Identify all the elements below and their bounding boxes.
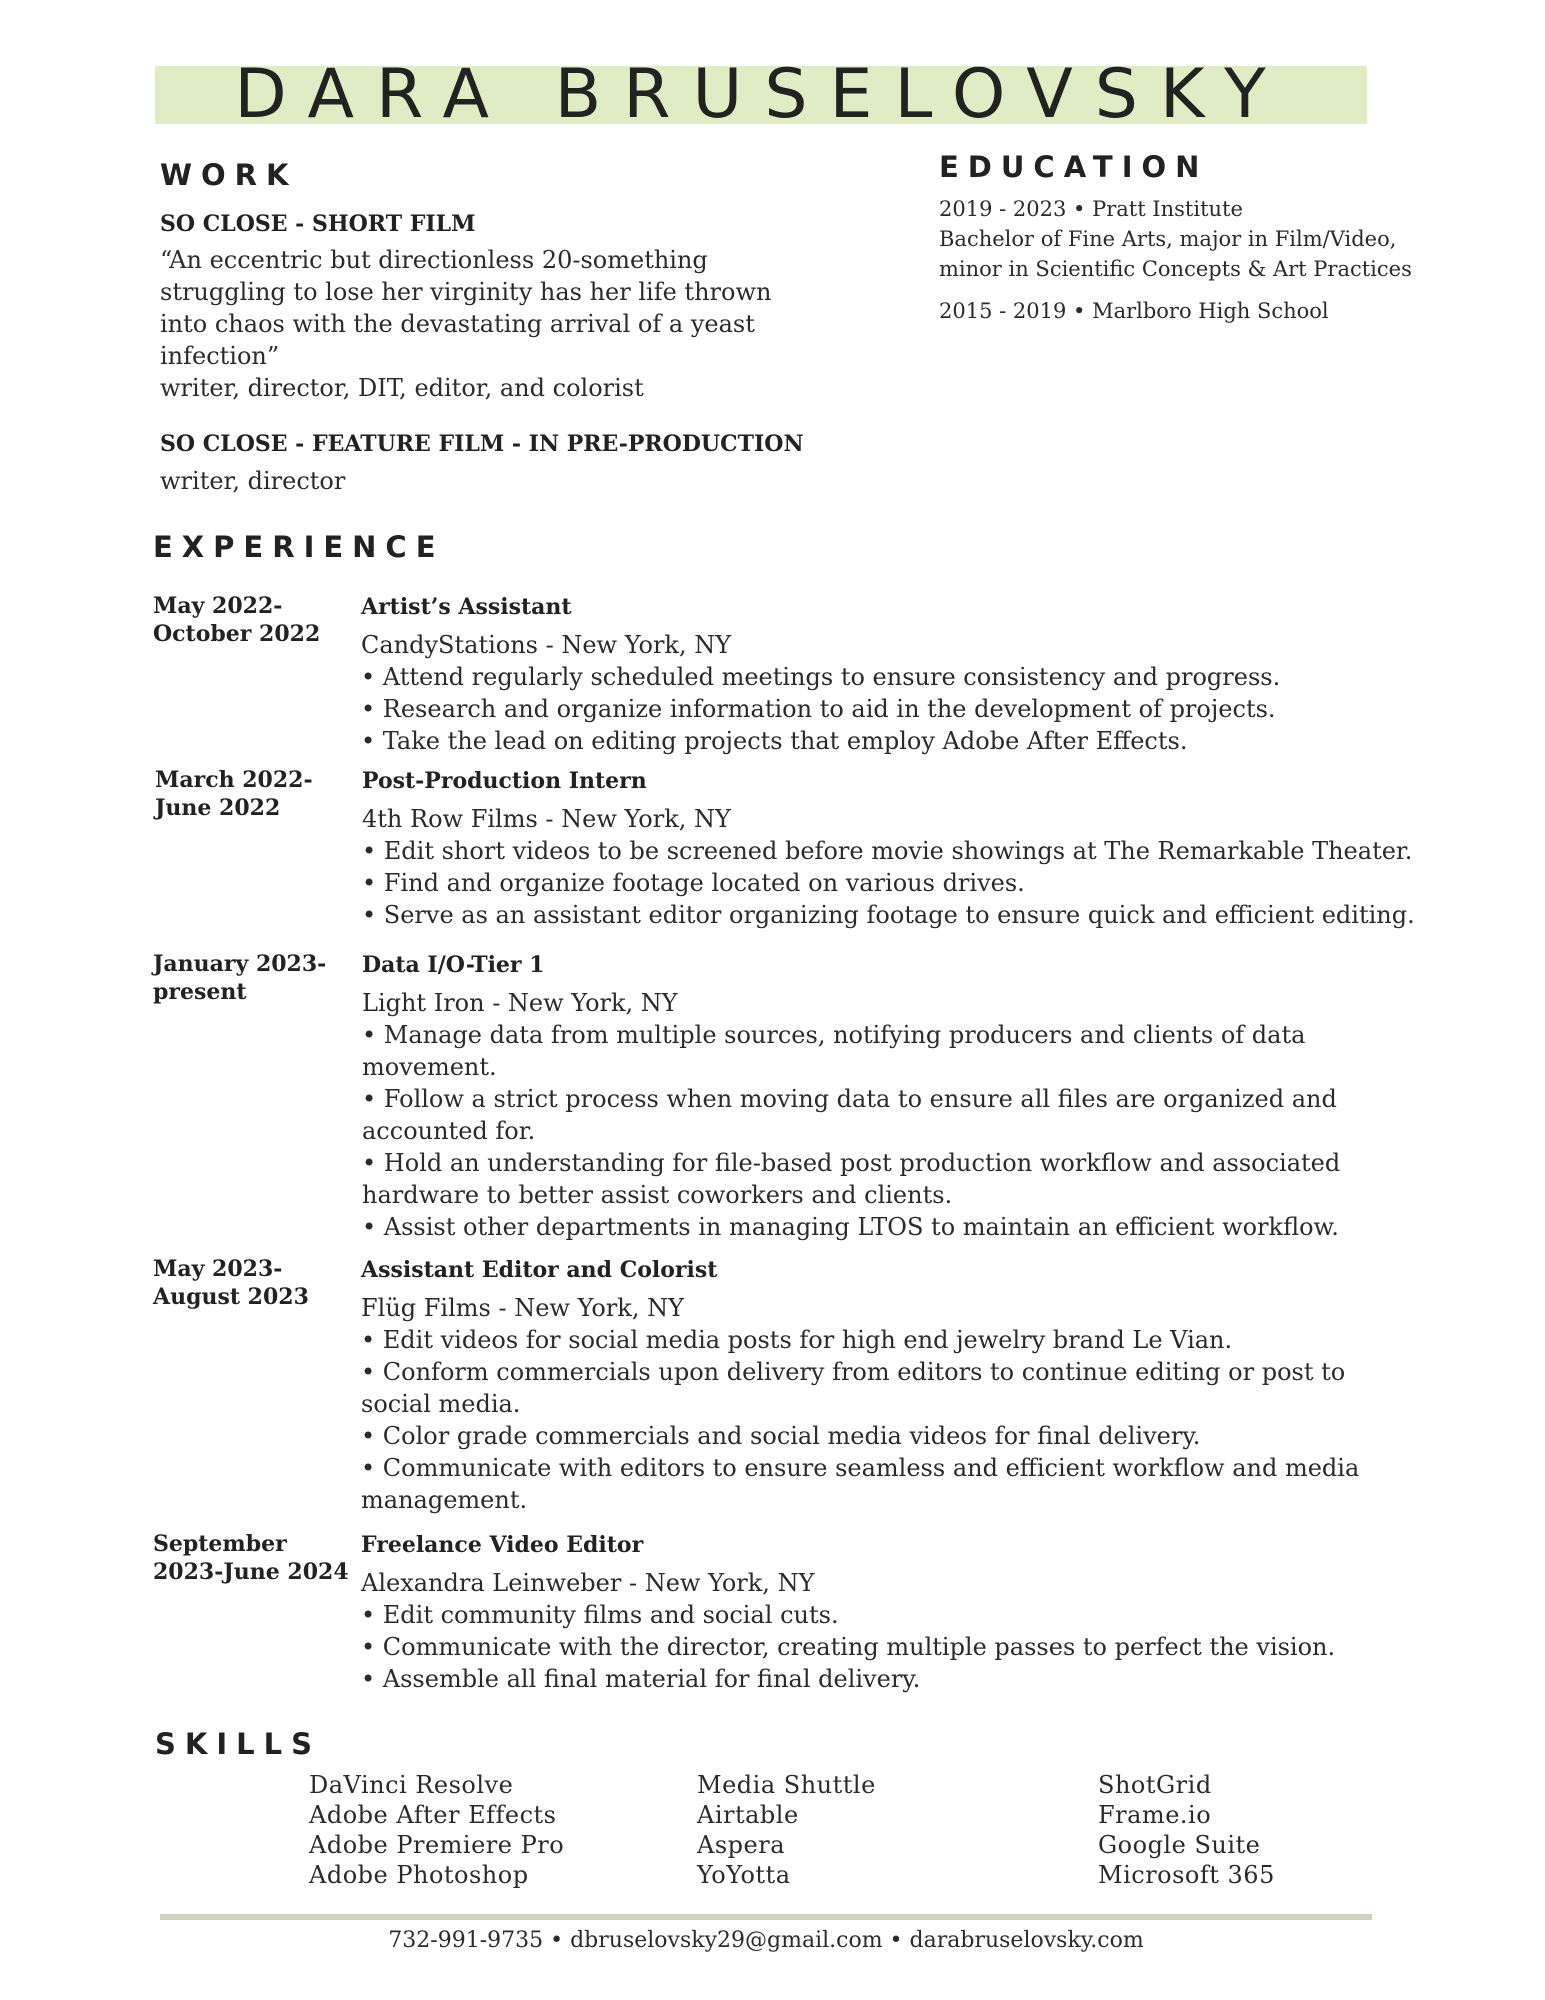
work-item-roles: writer, director — [160, 467, 346, 495]
job-title: Freelance Video Editor — [361, 1532, 644, 1558]
work-item-roles: writer, director, DIT, editor, and colorist — [160, 374, 644, 402]
education-high-school: 2015 - 2019 • Marlboro High School — [939, 299, 1329, 323]
skill-item: DaVinci Resolve — [309, 1771, 514, 1799]
skill-item: Frame.io — [1098, 1801, 1212, 1829]
job-dates: March 2022- June 2022 — [155, 767, 313, 821]
work-heading: WORK — [160, 158, 298, 192]
skill-item: Adobe After Effects — [309, 1801, 557, 1829]
skills-column-3 — [1098, 1770, 1275, 1890]
job-title: Post-Production Intern — [362, 768, 647, 794]
skills-heading: SKILLS — [155, 1727, 321, 1761]
skill-item: Adobe Photoshop — [309, 1861, 529, 1889]
skill-item: Google Suite — [1098, 1831, 1261, 1859]
work-item-description: “An eccentric but directionless 20-something struggling to lose her virginity has her life thrown into chaos with the devastating arrival of a yeast infection” — [160, 246, 772, 370]
skill-item: Media Shuttle — [697, 1771, 876, 1799]
job-details: Flüg Films - New York, NY • Edit videos for social media posts for high end jewelry brand Le Vian. • Conform commercials upon delivery from editors to continue editing or post to social media. • Color grade commercials and social media videos for final delivery. • Communicate with editors to ensure seamless and efficient workflow and media management. — [361, 1294, 1360, 1514]
experience-heading: EXPERIENCE — [153, 530, 445, 564]
job-title: Data I/O-Tier 1 — [362, 952, 545, 978]
skill-item: Airtable — [697, 1801, 799, 1829]
work-item-title: SO CLOSE - FEATURE FILM - IN PRE-PRODUCTION — [160, 431, 804, 457]
job-details: Alexandra Leinweber - New York, NY • Edit community films and social cuts. • Communicate with the director, creating multiple passes to perfect the vision. • Assemble all final material for final delivery. — [361, 1569, 1336, 1693]
skill-item: ShotGrid — [1098, 1771, 1212, 1799]
skills-column-2 — [697, 1770, 876, 1890]
education-heading: EDUCATION — [939, 150, 1209, 184]
skill-item: Aspera — [697, 1831, 785, 1859]
skill-item: Microsoft 365 — [1098, 1861, 1275, 1889]
contact-info: 732-991-9735 • dbruselovsky29@gmail.com • darabruselovsky.com — [388, 1928, 1144, 1953]
education-pratt: 2019 - 2023 • Pratt Institute Bachelor of Fine Arts, major in Film/Video, minor in Scientific Concepts & Art Practices — [939, 197, 1412, 281]
job-details: Light Iron - New York, NY • Manage data from multiple sources, notifying producers and clients of data movement. • Follow a strict process when moving data to ensure all files are organized and accounted for. • Hold an understanding for file-based post production workflow and associated hardware to better assist coworkers and clients. • Assist other departments in managing LTOS to maintain an efficient workflow. — [362, 989, 1341, 1241]
work-item-title: SO CLOSE - SHORT FILM — [160, 211, 476, 237]
job-dates: September 2023-June 2024 — [153, 1531, 349, 1585]
skill-item: Adobe Premiere Pro — [309, 1831, 565, 1859]
applicant-name: DARA BRUSELOVSKY — [234, 55, 1288, 134]
job-dates: May 2023- August 2023 — [153, 1256, 309, 1310]
skill-item: YoYotta — [697, 1861, 791, 1889]
job-title: Artist’s Assistant — [361, 594, 572, 620]
skills-column-1 — [309, 1770, 564, 1890]
job-title: Assistant Editor and Colorist — [361, 1257, 718, 1283]
job-dates: January 2023- present — [153, 951, 327, 1005]
footer-divider — [160, 1914, 1372, 1920]
job-dates: May 2022- October 2022 — [153, 593, 321, 647]
job-details: 4th Row Films - New York, NY • Edit short videos to be screened before movie showings at The Remarkable Theater. • Find and organize footage located on various drives. • Serve as an assistant editor organizing footage to ensure quick and efficient editing. — [362, 805, 1415, 929]
job-details: CandyStations - New York, NY • Attend regularly scheduled meetings to ensure consistency and progress. • Research and organize information to aid in the development of projects. • Take the lead on editing projects that employ Adobe After Effects. — [361, 631, 1281, 755]
